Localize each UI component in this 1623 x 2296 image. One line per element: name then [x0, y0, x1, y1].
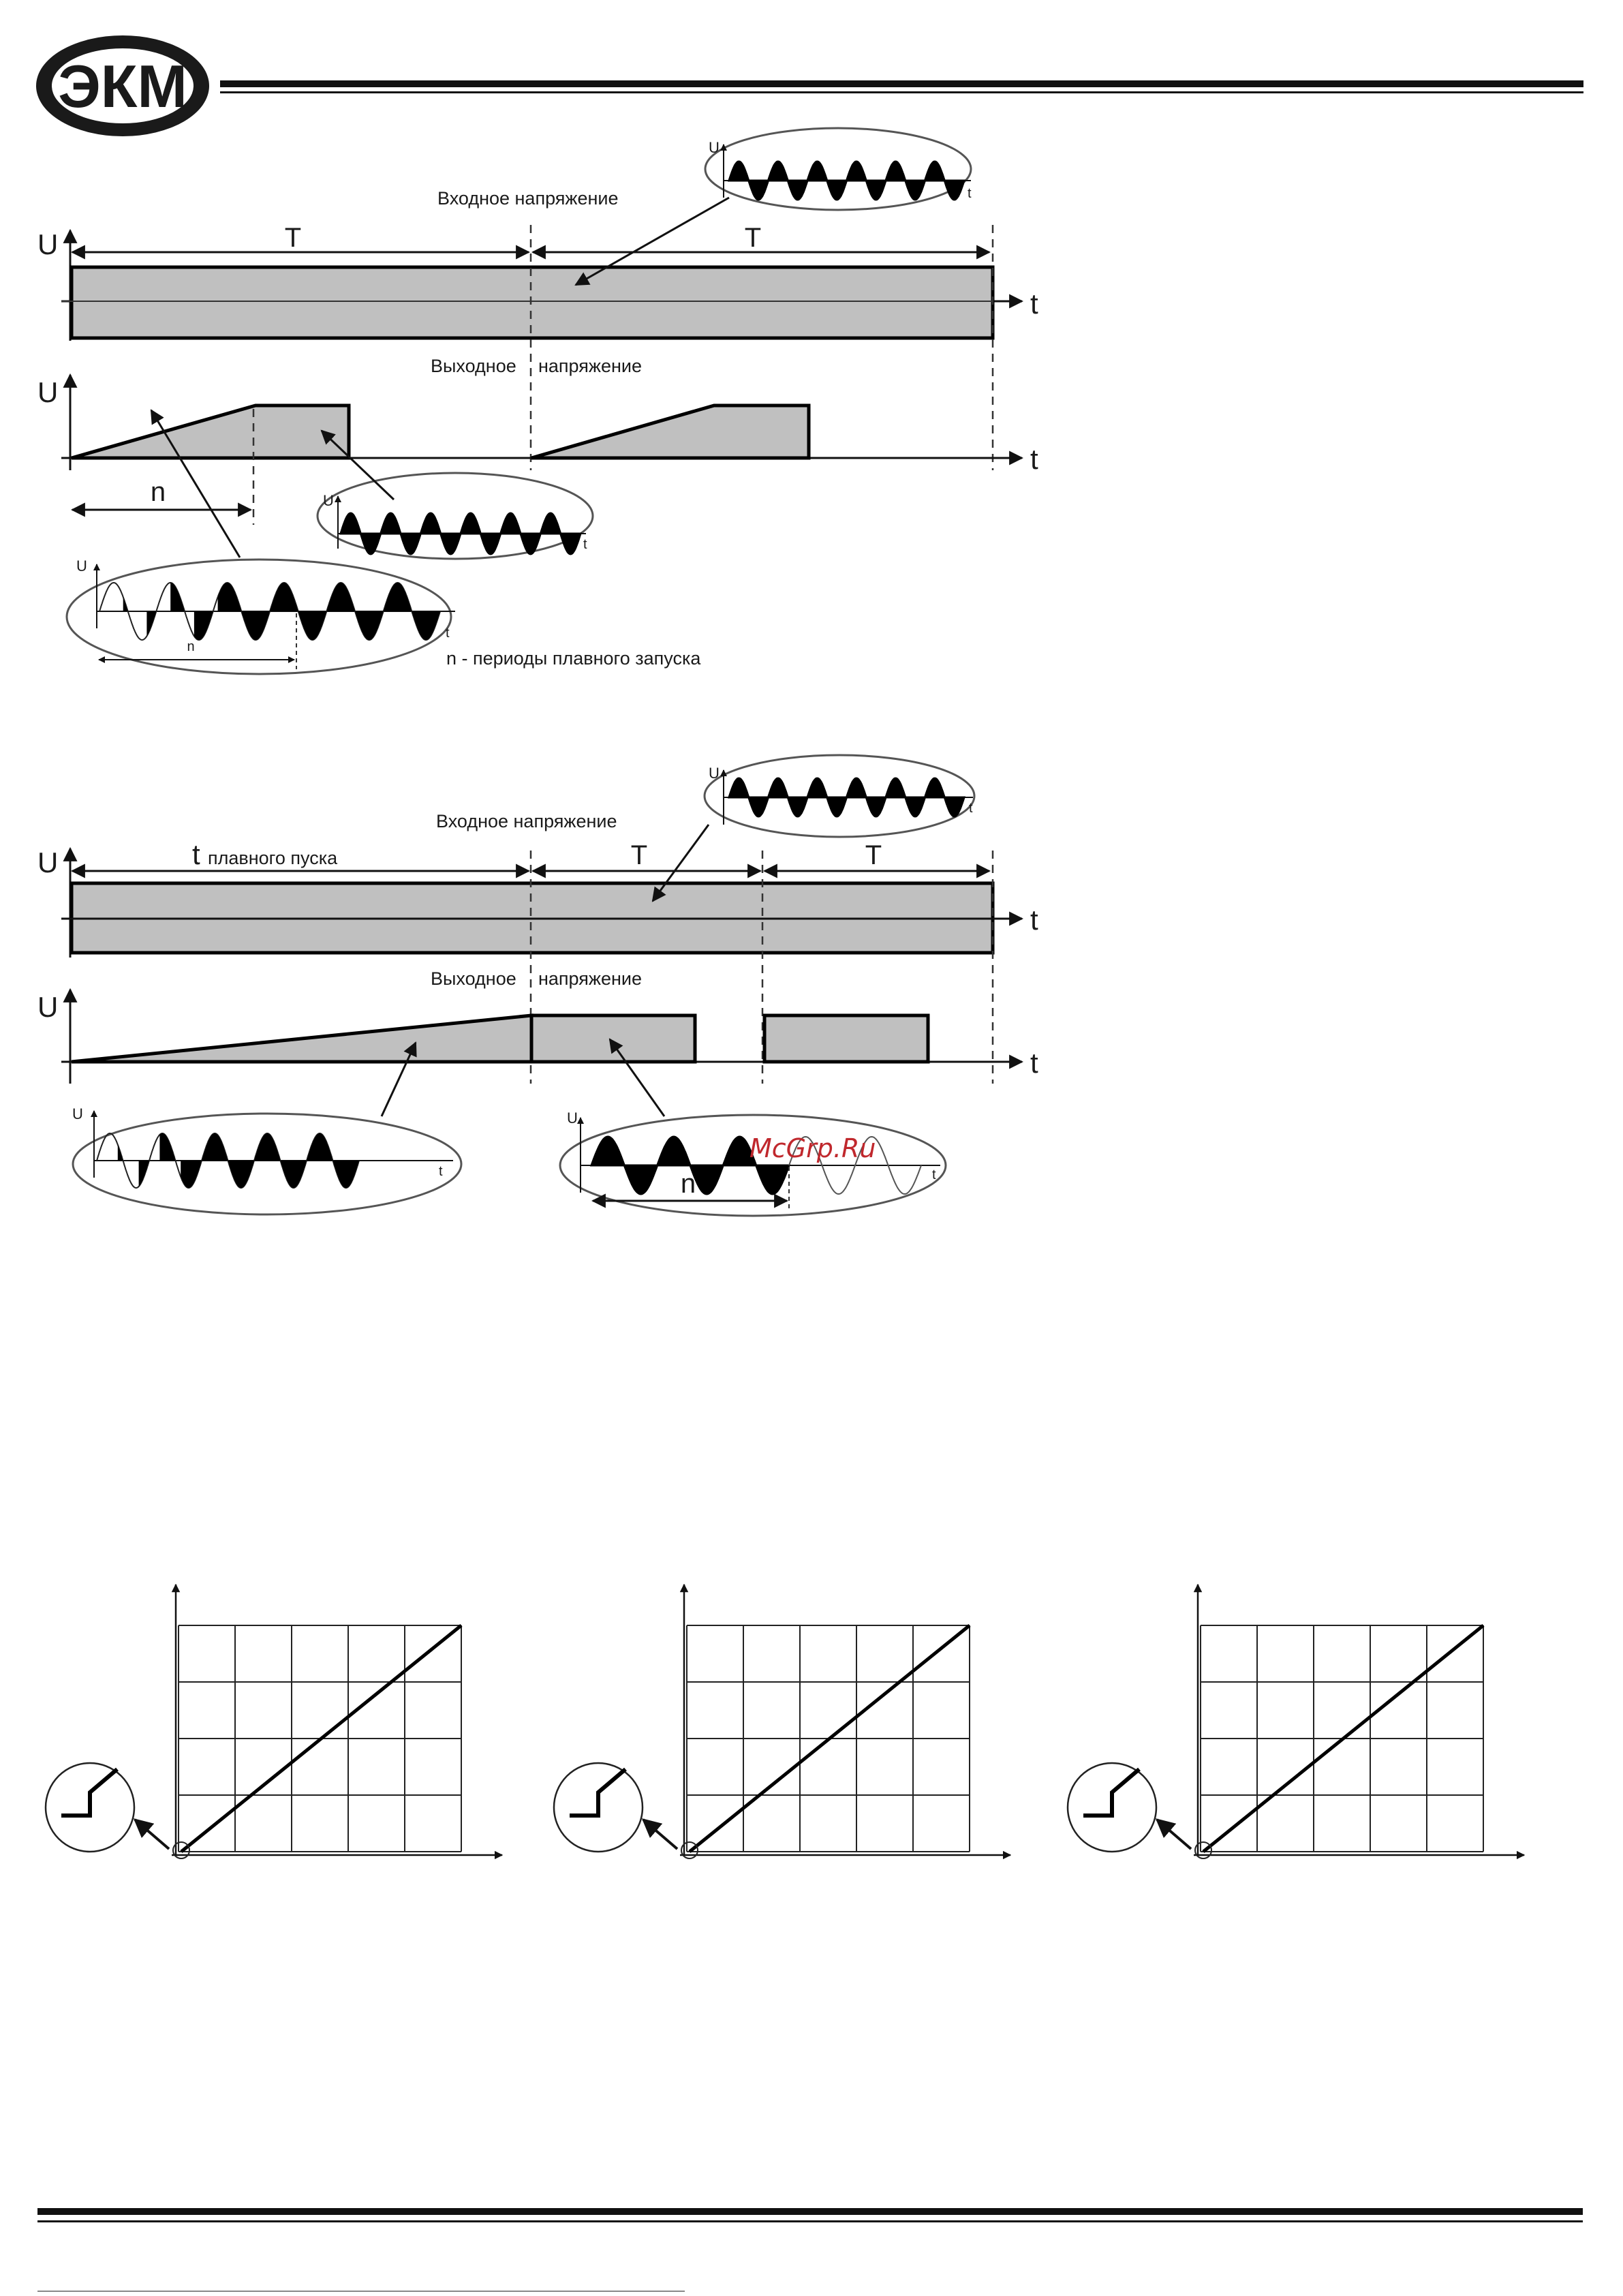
chart-zoom-pointer — [135, 1820, 169, 1849]
zoom-d-u-label: U — [567, 1109, 578, 1127]
zoom-b-u-label: U — [709, 765, 720, 782]
output-voltage-label: Выходное — [431, 356, 516, 376]
ekm-logo — [36, 35, 209, 136]
pulse-wave-zoom — [560, 1109, 946, 1216]
u-axis-label-bottom-b: U — [37, 991, 59, 1023]
full-wave-zoom — [318, 473, 593, 559]
zoom3-u-label: U — [76, 557, 87, 575]
soft-start-zoom — [67, 557, 455, 674]
zoom-n-label-b: n — [680, 1169, 696, 1199]
zoom2-u-label: U — [323, 492, 334, 509]
input-wave-zoom — [705, 128, 972, 210]
zoom-n-label: n — [187, 639, 195, 654]
zoom-t-label: t — [968, 186, 972, 201]
output-long-ramp — [72, 1015, 531, 1062]
output-voltage-label-2: напряжение — [538, 356, 642, 376]
logo-text: ЭКМ — [58, 52, 187, 120]
output-voltage-label-b: Выходное — [431, 968, 516, 989]
soft-start-zoom-b — [72, 1105, 461, 1214]
zoom-c-u-label: U — [72, 1105, 83, 1122]
input-voltage-label-b: Входное напряжение — [436, 811, 617, 831]
watermark: McGrp.Ru — [749, 1133, 876, 1163]
chart-zoom-pointer — [643, 1820, 677, 1849]
soft-start-t-letter: t — [192, 838, 200, 870]
n-span-label: n — [150, 477, 166, 507]
output-pulse-2 — [764, 1015, 928, 1062]
u-axis-label-bottom: U — [37, 376, 59, 408]
chart-zoom-pointer — [1157, 1820, 1191, 1849]
zoom-b-t-label: t — [969, 801, 973, 816]
t-axis-label-bottom: t — [1030, 443, 1038, 475]
zoom-c-t-label: t — [439, 1164, 443, 1179]
zoom2-t-label: t — [583, 537, 587, 552]
diagram-soft-start-time — [37, 755, 1038, 1216]
output-ramp-1 — [72, 405, 349, 458]
characteristic-charts — [46, 1585, 1524, 1858]
footer — [37, 2208, 1583, 2291]
soft-start-caption: n - периоды плавного запуска — [446, 648, 701, 669]
zoom3-t-label: t — [446, 626, 450, 641]
t-axis-label-top-b: t — [1030, 904, 1038, 936]
t-axis-label-top: t — [1030, 288, 1038, 320]
t-axis-label-bottom-b: t — [1030, 1047, 1038, 1079]
footer-rule-thin — [37, 2220, 1583, 2222]
input-wave-zoom-b — [705, 755, 974, 837]
period-label-b1: T — [630, 840, 648, 870]
output-voltage-label-b2: напряжение — [538, 968, 642, 989]
grid-chart-3 — [1068, 1585, 1524, 1858]
period-label-b2: T — [865, 840, 882, 870]
input-voltage-label: Входное напряжение — [437, 188, 619, 209]
grid-chart-1 — [46, 1585, 502, 1858]
zoom-u-label: U — [709, 139, 720, 156]
footer-rule — [37, 2208, 1583, 2215]
input-voltage-band — [72, 267, 993, 338]
soft-start-time-label: плавного пуска — [208, 848, 338, 868]
u-axis-label-top: U — [37, 228, 59, 260]
header-rule — [220, 80, 1583, 87]
period-label-2: T — [744, 223, 762, 253]
diagram-soft-start-periods — [37, 128, 1038, 674]
header — [36, 35, 1583, 136]
u-axis-label-top-b: U — [37, 846, 59, 878]
output-ramp-2 — [531, 405, 809, 458]
period-label-1: T — [284, 223, 302, 253]
output-pulse-1 — [531, 1015, 695, 1062]
zoom-d-t-label: t — [932, 1167, 936, 1182]
grid-chart-2 — [554, 1585, 1010, 1858]
header-rule-thin — [220, 91, 1583, 93]
